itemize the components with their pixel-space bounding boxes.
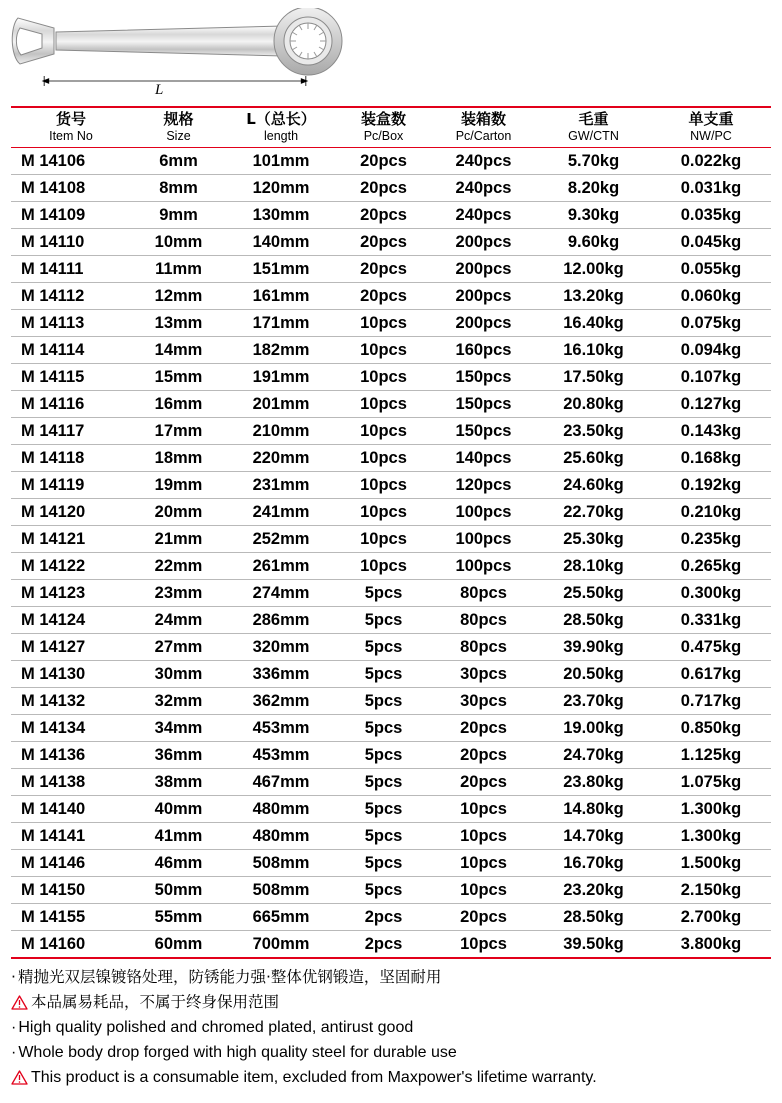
cell-item-no: M 14122: [11, 553, 131, 580]
cell-net-weight: 0.850kg: [651, 715, 771, 742]
cell-item-no: M 14109: [11, 202, 131, 229]
dimension-line: [20, 76, 330, 86]
column-header-cn: 毛重: [578, 110, 609, 128]
cell-net-weight: 2.150kg: [651, 877, 771, 904]
cell-size: 60mm: [131, 931, 226, 959]
cell-length: 467mm: [226, 769, 336, 796]
cell-pc-box: 5pcs: [336, 634, 431, 661]
cell-pc-box: 10pcs: [336, 364, 431, 391]
cell-item-no: M 14141: [11, 823, 131, 850]
cell-gross-weight: 23.70kg: [536, 688, 651, 715]
column-header-en: Size: [166, 129, 191, 143]
cell-pc-carton: 100pcs: [431, 553, 536, 580]
cell-pc-box: 20pcs: [336, 229, 431, 256]
cell-gross-weight: 16.10kg: [536, 337, 651, 364]
cell-net-weight: 1.300kg: [651, 796, 771, 823]
cell-pc-carton: 240pcs: [431, 175, 536, 202]
cell-length: 220mm: [226, 445, 336, 472]
cell-length: 665mm: [226, 904, 336, 931]
column-header-cn: 装箱数: [460, 110, 506, 128]
cell-pc-carton: 80pcs: [431, 580, 536, 607]
wrench-icon: [8, 8, 353, 80]
cell-pc-carton: 100pcs: [431, 526, 536, 553]
cell-pc-box: 5pcs: [336, 661, 431, 688]
table-row: [11, 877, 771, 904]
table-row: [11, 715, 771, 742]
cell-size: 18mm: [131, 445, 226, 472]
cell-pc-box: 2pcs: [336, 904, 431, 931]
cell-pc-carton: 30pcs: [431, 688, 536, 715]
cell-gross-weight: 16.70kg: [536, 850, 651, 877]
cell-pc-carton: 20pcs: [431, 904, 536, 931]
cell-gross-weight: 25.60kg: [536, 445, 651, 472]
cell-size: 6mm: [131, 148, 226, 175]
cell-pc-box: 20pcs: [336, 148, 431, 175]
cell-pc-box: 10pcs: [336, 526, 431, 553]
column-header-net-weight: [651, 107, 771, 148]
cell-pc-box: 20pcs: [336, 202, 431, 229]
cell-gross-weight: 24.70kg: [536, 742, 651, 769]
cell-pc-box: 20pcs: [336, 283, 431, 310]
cell-item-no: M 14130: [11, 661, 131, 688]
cell-size: 16mm: [131, 391, 226, 418]
table-row: [11, 580, 771, 607]
cell-net-weight: 0.060kg: [651, 283, 771, 310]
cell-net-weight: 0.168kg: [651, 445, 771, 472]
table-row: [11, 634, 771, 661]
table-row: [11, 175, 771, 202]
cell-item-no: M 14132: [11, 688, 131, 715]
bullet-icon: ·: [11, 1044, 17, 1061]
cell-pc-carton: 200pcs: [431, 310, 536, 337]
cell-size: 12mm: [131, 283, 226, 310]
cell-length: 130mm: [226, 202, 336, 229]
cell-pc-carton: 200pcs: [431, 256, 536, 283]
cell-pc-carton: 120pcs: [431, 472, 536, 499]
cell-size: 55mm: [131, 904, 226, 931]
note-text: 精抛光双层镍镀铬处理，防锈能力强·整体优钢锻造，坚固耐用: [17, 968, 442, 986]
cell-pc-box: 10pcs: [336, 472, 431, 499]
column-header-cn: 单支重: [688, 110, 734, 128]
column-header-pc-carton: [431, 107, 536, 148]
cell-pc-carton: 240pcs: [431, 202, 536, 229]
table-row: [11, 364, 771, 391]
cell-pc-carton: 200pcs: [431, 229, 536, 256]
table-row: [11, 931, 771, 959]
specification-table: [11, 106, 771, 959]
cell-pc-box: 20pcs: [336, 175, 431, 202]
cell-net-weight: 1.500kg: [651, 850, 771, 877]
product-spec-page: [0, 6, 782, 1103]
cell-pc-carton: 160pcs: [431, 337, 536, 364]
cell-length: 191mm: [226, 364, 336, 391]
cell-size: 19mm: [131, 472, 226, 499]
table-row: [11, 607, 771, 634]
cell-gross-weight: 14.70kg: [536, 823, 651, 850]
cell-gross-weight: 23.50kg: [536, 418, 651, 445]
table-row: [11, 796, 771, 823]
table-row: [11, 526, 771, 553]
cell-pc-carton: 150pcs: [431, 364, 536, 391]
warning-icon: [11, 995, 28, 1010]
cell-item-no: M 14134: [11, 715, 131, 742]
cell-size: 27mm: [131, 634, 226, 661]
cell-length: 210mm: [226, 418, 336, 445]
cell-pc-box: 5pcs: [336, 823, 431, 850]
cell-length: 286mm: [226, 607, 336, 634]
table-body: [11, 148, 771, 959]
cell-item-no: M 14117: [11, 418, 131, 445]
cell-item-no: M 14119: [11, 472, 131, 499]
cell-net-weight: 0.022kg: [651, 148, 771, 175]
cell-length: 508mm: [226, 877, 336, 904]
cell-length: 480mm: [226, 796, 336, 823]
cell-size: 23mm: [131, 580, 226, 607]
cell-item-no: M 14116: [11, 391, 131, 418]
cell-net-weight: 0.127kg: [651, 391, 771, 418]
cell-gross-weight: 20.80kg: [536, 391, 651, 418]
table-row: [11, 472, 771, 499]
note-line: [11, 1015, 771, 1040]
cell-net-weight: 0.031kg: [651, 175, 771, 202]
product-notes: [11, 965, 771, 1090]
cell-length: 252mm: [226, 526, 336, 553]
cell-item-no: M 14140: [11, 796, 131, 823]
cell-size: 15mm: [131, 364, 226, 391]
cell-length: 453mm: [226, 715, 336, 742]
cell-pc-carton: 140pcs: [431, 445, 536, 472]
cell-item-no: M 14108: [11, 175, 131, 202]
cell-length: 261mm: [226, 553, 336, 580]
cell-length: 171mm: [226, 310, 336, 337]
cell-pc-carton: 10pcs: [431, 850, 536, 877]
cell-pc-carton: 150pcs: [431, 418, 536, 445]
cell-pc-box: 5pcs: [336, 850, 431, 877]
note-text: High quality polished and chromed plated, antirust good: [18, 1019, 414, 1036]
note-text: 本品属易耗品，不属于终身保用范围: [31, 993, 280, 1011]
cell-size: 11mm: [131, 256, 226, 283]
cell-net-weight: 0.055kg: [651, 256, 771, 283]
cell-gross-weight: 19.00kg: [536, 715, 651, 742]
cell-size: 14mm: [131, 337, 226, 364]
cell-length: 151mm: [226, 256, 336, 283]
cell-pc-box: 5pcs: [336, 715, 431, 742]
warning-triangle-icon: [11, 1070, 28, 1085]
column-header-item-no: [11, 107, 131, 148]
cell-gross-weight: 28.50kg: [536, 607, 651, 634]
cell-net-weight: 1.125kg: [651, 742, 771, 769]
cell-pc-box: 5pcs: [336, 769, 431, 796]
cell-pc-carton: 10pcs: [431, 796, 536, 823]
bullet-icon: ·: [11, 968, 16, 986]
cell-size: 9mm: [131, 202, 226, 229]
cell-pc-carton: 10pcs: [431, 931, 536, 959]
cell-length: 140mm: [226, 229, 336, 256]
cell-size: 40mm: [131, 796, 226, 823]
column-header-en: Pc/Box: [363, 129, 404, 143]
table-row: [11, 445, 771, 472]
cell-size: 34mm: [131, 715, 226, 742]
note-line: [11, 990, 771, 1015]
table-header-row: [11, 107, 771, 148]
cell-item-no: M 14106: [11, 148, 131, 175]
cell-item-no: M 14113: [11, 310, 131, 337]
table-row: [11, 823, 771, 850]
cell-size: 36mm: [131, 742, 226, 769]
cell-pc-box: 5pcs: [336, 580, 431, 607]
cell-pc-carton: 10pcs: [431, 877, 536, 904]
cell-gross-weight: 9.30kg: [536, 202, 651, 229]
cell-size: 17mm: [131, 418, 226, 445]
cell-item-no: M 14127: [11, 634, 131, 661]
cell-size: 10mm: [131, 229, 226, 256]
cell-item-no: M 14121: [11, 526, 131, 553]
cell-item-no: M 14120: [11, 499, 131, 526]
cell-size: 13mm: [131, 310, 226, 337]
cell-gross-weight: 23.80kg: [536, 769, 651, 796]
cell-gross-weight: 39.50kg: [536, 931, 651, 959]
column-header-en: length: [263, 129, 299, 143]
cell-item-no: M 14123: [11, 580, 131, 607]
cell-gross-weight: 22.70kg: [536, 499, 651, 526]
table-row: [11, 661, 771, 688]
column-header-cn: L（总长）: [246, 110, 316, 128]
bullet-icon: ·: [11, 1019, 17, 1036]
cell-pc-carton: 30pcs: [431, 661, 536, 688]
cell-length: 182mm: [226, 337, 336, 364]
cell-pc-carton: 20pcs: [431, 769, 536, 796]
cell-pc-carton: 80pcs: [431, 607, 536, 634]
cell-size: 24mm: [131, 607, 226, 634]
table-row: [11, 769, 771, 796]
column-header-pc-box: [336, 107, 431, 148]
table-row: [11, 202, 771, 229]
cell-gross-weight: 39.90kg: [536, 634, 651, 661]
cell-size: 46mm: [131, 850, 226, 877]
column-header-cn: 货号: [55, 110, 86, 128]
cell-length: 362mm: [226, 688, 336, 715]
cell-net-weight: 0.143kg: [651, 418, 771, 445]
table-row: [11, 229, 771, 256]
cell-net-weight: 0.094kg: [651, 337, 771, 364]
column-header-cn: 规格: [163, 110, 194, 128]
column-header-en: GW/CTN: [568, 129, 619, 143]
cell-net-weight: 1.075kg: [651, 769, 771, 796]
cell-length: 120mm: [226, 175, 336, 202]
cell-gross-weight: 28.10kg: [536, 553, 651, 580]
cell-length: 336mm: [226, 661, 336, 688]
cell-length: 101mm: [226, 148, 336, 175]
cell-size: 22mm: [131, 553, 226, 580]
cell-length: 700mm: [226, 931, 336, 959]
cell-item-no: M 14111: [11, 256, 131, 283]
cell-length: 480mm: [226, 823, 336, 850]
cell-net-weight: 0.617kg: [651, 661, 771, 688]
cell-item-no: M 14146: [11, 850, 131, 877]
cell-pc-carton: 100pcs: [431, 499, 536, 526]
table-row: [11, 850, 771, 877]
cell-size: 21mm: [131, 526, 226, 553]
table-row: [11, 256, 771, 283]
cell-pc-box: 2pcs: [336, 931, 431, 959]
cell-size: 32mm: [131, 688, 226, 715]
column-header-length: [226, 107, 336, 148]
cell-gross-weight: 25.30kg: [536, 526, 651, 553]
table-row: [11, 337, 771, 364]
cell-item-no: M 14115: [11, 364, 131, 391]
cell-size: 41mm: [131, 823, 226, 850]
column-header-en: Item No: [49, 129, 93, 143]
cell-size: 50mm: [131, 877, 226, 904]
column-header-size: [131, 107, 226, 148]
cell-pc-box: 5pcs: [336, 742, 431, 769]
cell-pc-box: 10pcs: [336, 337, 431, 364]
cell-pc-box: 10pcs: [336, 418, 431, 445]
cell-gross-weight: 23.20kg: [536, 877, 651, 904]
note-text: Whole body drop forged with high quality steel for durable use: [18, 1044, 457, 1061]
cell-net-weight: 1.300kg: [651, 823, 771, 850]
cell-gross-weight: 8.20kg: [536, 175, 651, 202]
cell-item-no: M 14118: [11, 445, 131, 472]
table-row: [11, 742, 771, 769]
cell-gross-weight: 28.50kg: [536, 904, 651, 931]
cell-net-weight: 0.210kg: [651, 499, 771, 526]
warning-icon: [11, 1070, 28, 1085]
cell-net-weight: 0.035kg: [651, 202, 771, 229]
column-header-cn: 装盒数: [360, 110, 406, 128]
cell-gross-weight: 17.50kg: [536, 364, 651, 391]
cell-pc-box: 5pcs: [336, 796, 431, 823]
cell-length: 508mm: [226, 850, 336, 877]
table-row: [11, 904, 771, 931]
cell-gross-weight: 12.00kg: [536, 256, 651, 283]
column-header-gross-weight: [536, 107, 651, 148]
cell-length: 453mm: [226, 742, 336, 769]
cell-item-no: M 14112: [11, 283, 131, 310]
table-row: [11, 499, 771, 526]
note-line: [11, 1065, 771, 1090]
cell-pc-carton: 10pcs: [431, 823, 536, 850]
cell-pc-carton: 80pcs: [431, 634, 536, 661]
warning-triangle-icon: [11, 995, 28, 1010]
table-row: [11, 148, 771, 175]
cell-net-weight: 0.192kg: [651, 472, 771, 499]
note-line: [11, 965, 771, 990]
cell-pc-box: 5pcs: [336, 607, 431, 634]
cell-net-weight: 0.475kg: [651, 634, 771, 661]
cell-gross-weight: 24.60kg: [536, 472, 651, 499]
cell-item-no: M 14155: [11, 904, 131, 931]
table-header: [11, 107, 771, 148]
cell-length: 241mm: [226, 499, 336, 526]
table-row: [11, 418, 771, 445]
cell-net-weight: 0.107kg: [651, 364, 771, 391]
cell-pc-box: 10pcs: [336, 553, 431, 580]
cell-net-weight: 0.235kg: [651, 526, 771, 553]
cell-net-weight: 0.045kg: [651, 229, 771, 256]
cell-length: 201mm: [226, 391, 336, 418]
cell-net-weight: 0.075kg: [651, 310, 771, 337]
cell-net-weight: 0.300kg: [651, 580, 771, 607]
cell-net-weight: 0.331kg: [651, 607, 771, 634]
cell-item-no: M 14110: [11, 229, 131, 256]
table-row: [11, 310, 771, 337]
cell-pc-box: 20pcs: [336, 256, 431, 283]
cell-item-no: M 14124: [11, 607, 131, 634]
cell-pc-box: 10pcs: [336, 391, 431, 418]
cell-gross-weight: 16.40kg: [536, 310, 651, 337]
cell-size: 8mm: [131, 175, 226, 202]
cell-item-no: M 14136: [11, 742, 131, 769]
cell-pc-carton: 200pcs: [431, 283, 536, 310]
column-header-en: Pc/Carton: [455, 129, 512, 143]
table-row: [11, 688, 771, 715]
cell-gross-weight: 9.60kg: [536, 229, 651, 256]
cell-size: 38mm: [131, 769, 226, 796]
cell-gross-weight: 5.70kg: [536, 148, 651, 175]
cell-pc-box: 10pcs: [336, 445, 431, 472]
cell-gross-weight: 20.50kg: [536, 661, 651, 688]
cell-item-no: M 14114: [11, 337, 131, 364]
dimension-label: L: [155, 82, 164, 98]
cell-item-no: M 14160: [11, 931, 131, 959]
cell-net-weight: 2.700kg: [651, 904, 771, 931]
table-row: [11, 391, 771, 418]
column-header-en: NW/PC: [690, 129, 732, 143]
cell-pc-carton: 240pcs: [431, 148, 536, 175]
note-text: This product is a consumable item, excluded from Maxpower's lifetime warranty.: [31, 1069, 597, 1086]
cell-length: 231mm: [226, 472, 336, 499]
cell-gross-weight: 25.50kg: [536, 580, 651, 607]
cell-net-weight: 0.717kg: [651, 688, 771, 715]
cell-length: 161mm: [226, 283, 336, 310]
table-row: [11, 553, 771, 580]
cell-net-weight: 0.265kg: [651, 553, 771, 580]
cell-gross-weight: 14.80kg: [536, 796, 651, 823]
cell-item-no: M 14138: [11, 769, 131, 796]
cell-pc-carton: 20pcs: [431, 715, 536, 742]
cell-pc-carton: 20pcs: [431, 742, 536, 769]
cell-pc-box: 10pcs: [336, 310, 431, 337]
cell-length: 274mm: [226, 580, 336, 607]
cell-item-no: M 14150: [11, 877, 131, 904]
cell-pc-box: 5pcs: [336, 688, 431, 715]
cell-net-weight: 3.800kg: [651, 931, 771, 959]
cell-length: 320mm: [226, 634, 336, 661]
cell-gross-weight: 13.20kg: [536, 283, 651, 310]
note-line: [11, 1040, 771, 1065]
product-illustration: [0, 6, 782, 106]
cell-size: 30mm: [131, 661, 226, 688]
table-row: [11, 283, 771, 310]
cell-pc-box: 10pcs: [336, 499, 431, 526]
cell-pc-carton: 150pcs: [431, 391, 536, 418]
cell-pc-box: 5pcs: [336, 877, 431, 904]
cell-size: 20mm: [131, 499, 226, 526]
